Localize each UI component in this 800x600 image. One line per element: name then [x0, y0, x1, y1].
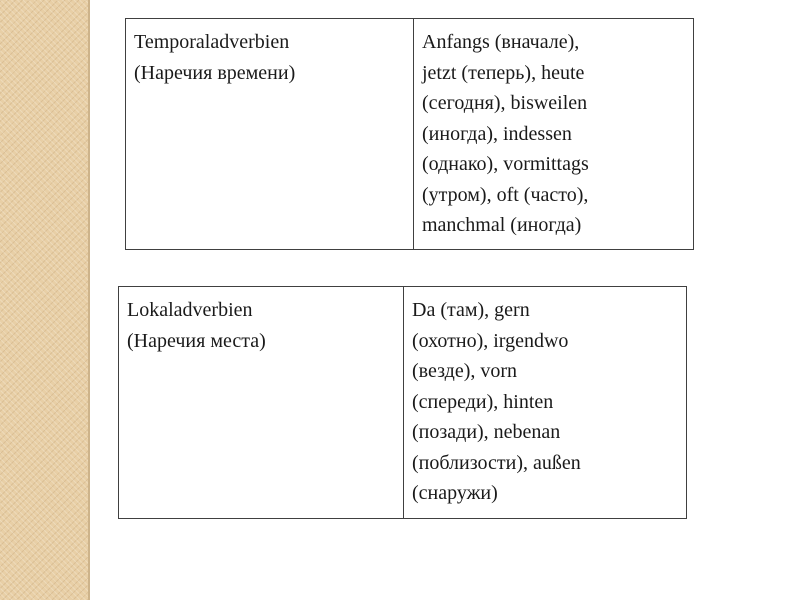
table-row [119, 287, 687, 519]
example-line: (спереди), hinten [412, 390, 554, 413]
example-line: (везде), vorn [412, 360, 518, 382]
example-line: manchmal (иногда) [422, 214, 582, 236]
example-line: (позади), nebenan [412, 421, 561, 443]
category-cell [126, 19, 414, 250]
local-adverbs-table [118, 286, 687, 519]
example-line: Anfangs (вначале), [422, 31, 580, 53]
example-line: Da (там), gern [412, 299, 530, 321]
temporal-adverbs-table [125, 18, 694, 250]
example-line: (утром), oft (часто), [422, 183, 589, 206]
category-translation: (Наречия места) [127, 329, 266, 352]
example-line: (иногда), indessen [422, 122, 572, 145]
example-line: (охотно), irgendwo [412, 329, 569, 352]
decorative-side-strip [0, 0, 88, 600]
category-title: Temporaladverbien [134, 31, 290, 53]
examples-cell [414, 19, 694, 250]
category-translation: (Наречия времени) [134, 61, 296, 84]
example-line: (поблизости), außen [412, 451, 581, 474]
table-row [126, 19, 694, 250]
category-cell [119, 287, 404, 519]
examples-cell [404, 287, 687, 519]
example-line: (однако), vormittags [422, 153, 589, 175]
example-line: jetzt (теперь), heute [422, 61, 585, 84]
example-line: (сегодня), bisweilen [422, 92, 588, 114]
category-title: Lokaladverbien [127, 299, 253, 321]
example-line: (снаружи) [412, 482, 498, 504]
side-strip-edge [88, 0, 90, 600]
